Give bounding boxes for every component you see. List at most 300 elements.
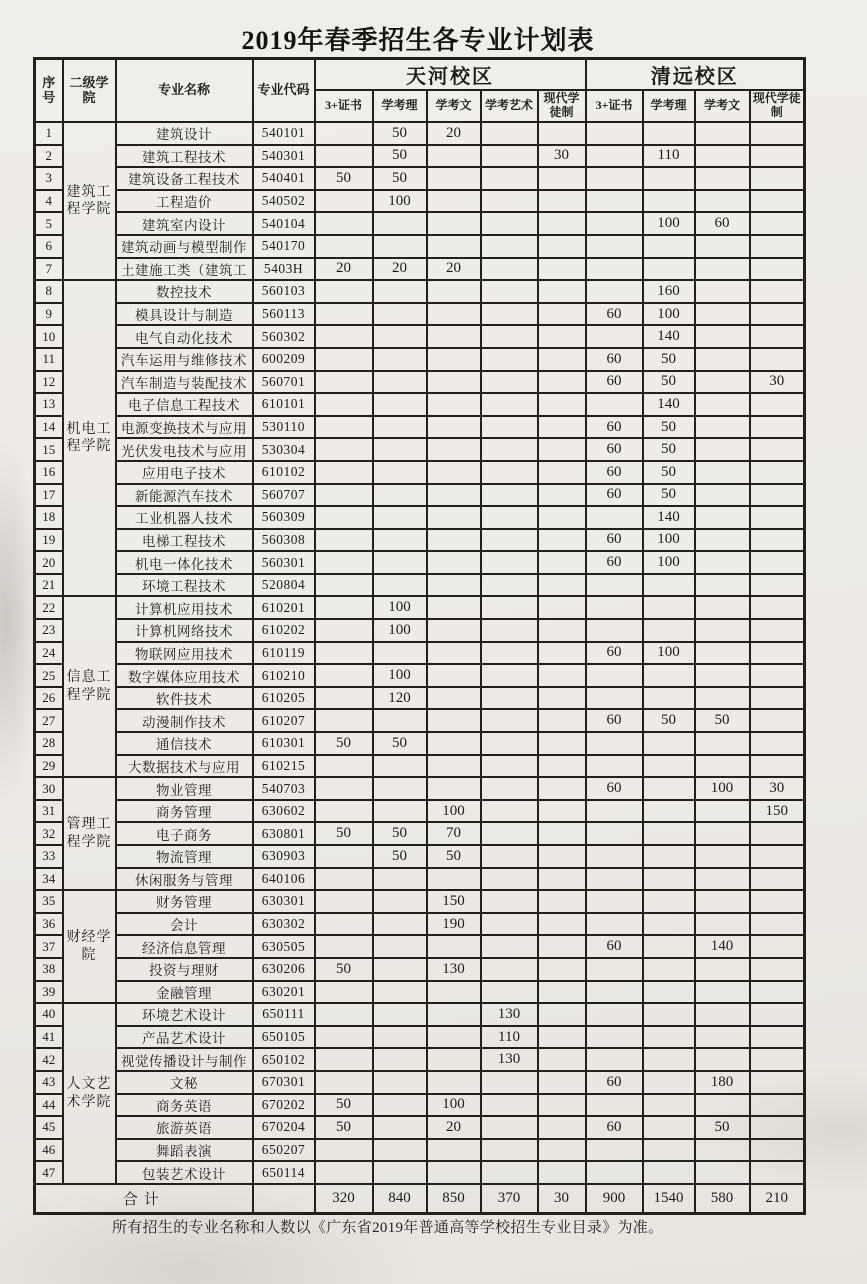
value-cell [695, 664, 750, 687]
value-cell [586, 664, 643, 687]
value-cell [586, 619, 643, 642]
major-cell: 投资与理财 [116, 958, 253, 981]
value-cell [750, 1026, 805, 1049]
value-cell [695, 484, 750, 507]
value-cell [315, 642, 373, 665]
seq-cell: 30 [35, 777, 63, 800]
seq-cell: 35 [35, 890, 63, 913]
seq-cell: 42 [35, 1048, 63, 1071]
value-cell [315, 212, 373, 235]
value-cell [643, 190, 695, 213]
value-cell [750, 868, 805, 891]
header-seq: 序号 [35, 59, 63, 123]
table-row [35, 958, 805, 981]
value-cell [427, 280, 481, 303]
value-cell [695, 122, 750, 145]
value-cell [373, 393, 427, 416]
seq-cell: 2 [35, 145, 63, 168]
value-cell [315, 868, 373, 891]
value-cell [750, 190, 805, 213]
value-cell [315, 1071, 373, 1094]
value-cell [643, 1003, 695, 1026]
value-cell [750, 122, 805, 145]
value-cell: 50 [643, 371, 695, 394]
table-row [35, 935, 805, 958]
seq-cell: 41 [35, 1026, 63, 1049]
value-cell [373, 280, 427, 303]
table-body [35, 122, 805, 1184]
value-cell [750, 506, 805, 529]
value-cell [481, 325, 538, 348]
value-cell [695, 958, 750, 981]
seq-cell: 17 [35, 484, 63, 507]
value-cell [695, 348, 750, 371]
table-row [35, 1026, 805, 1049]
value-cell [695, 755, 750, 778]
value-cell [695, 687, 750, 710]
value-cell [643, 822, 695, 845]
value-cell: 100 [373, 664, 427, 687]
value-cell [315, 280, 373, 303]
value-cell [373, 1116, 427, 1139]
value-cell: 190 [427, 913, 481, 936]
major-cell: 商务英语 [116, 1094, 253, 1117]
value-cell [427, 303, 481, 326]
value-cell [427, 325, 481, 348]
value-cell [538, 371, 586, 394]
seq-cell: 39 [35, 981, 63, 1004]
table-row [35, 732, 805, 755]
seq-cell: 31 [35, 800, 63, 823]
seq-cell: 46 [35, 1139, 63, 1162]
value-cell: 150 [750, 800, 805, 823]
value-cell [481, 868, 538, 891]
code-cell: 610207 [253, 709, 315, 732]
value-cell [538, 574, 586, 597]
value-cell [315, 935, 373, 958]
value-cell [695, 1139, 750, 1162]
value-cell [643, 258, 695, 281]
value-cell [315, 845, 373, 868]
value-cell: 130 [427, 958, 481, 981]
value-cell [538, 484, 586, 507]
seq-cell: 3 [35, 167, 63, 190]
value-cell [315, 393, 373, 416]
value-cell [481, 574, 538, 597]
value-cell [695, 145, 750, 168]
table-row [35, 325, 805, 348]
seq-cell: 22 [35, 596, 63, 619]
value-cell [427, 777, 481, 800]
value-cell [481, 800, 538, 823]
total-value-cell: 320 [315, 1184, 373, 1214]
value-cell [373, 529, 427, 552]
table-row [35, 890, 805, 913]
value-cell [695, 1094, 750, 1117]
value-cell [481, 981, 538, 1004]
major-cell: 电子信息工程技术 [116, 393, 253, 416]
header-t-sci: 学考理 [373, 90, 427, 122]
code-cell: 670301 [253, 1071, 315, 1094]
value-cell: 60 [586, 461, 643, 484]
seq-cell: 38 [35, 958, 63, 981]
value-cell [643, 958, 695, 981]
value-cell [643, 687, 695, 710]
seq-cell: 15 [35, 438, 63, 461]
table-row [35, 235, 805, 258]
value-cell [427, 596, 481, 619]
value-cell [695, 1026, 750, 1049]
seq-cell: 44 [35, 1094, 63, 1117]
value-cell [695, 981, 750, 1004]
value-cell [481, 145, 538, 168]
value-cell [373, 935, 427, 958]
value-cell [643, 732, 695, 755]
table-row [35, 1139, 805, 1162]
value-cell [538, 1071, 586, 1094]
value-cell [586, 981, 643, 1004]
value-cell [750, 619, 805, 642]
value-cell [373, 438, 427, 461]
value-cell: 50 [427, 845, 481, 868]
major-cell: 商务管理 [116, 800, 253, 823]
major-cell: 电子商务 [116, 822, 253, 845]
value-cell [538, 1026, 586, 1049]
major-cell: 金融管理 [116, 981, 253, 1004]
value-cell [481, 845, 538, 868]
code-cell: 630302 [253, 913, 315, 936]
major-cell: 视觉传播设计与制作 [116, 1048, 253, 1071]
value-cell [643, 800, 695, 823]
value-cell [373, 913, 427, 936]
value-cell [750, 484, 805, 507]
value-cell [427, 574, 481, 597]
header-t-apprentice: 现代学徒制 [538, 90, 586, 122]
value-cell [586, 325, 643, 348]
table-row [35, 280, 805, 303]
value-cell [538, 1139, 586, 1162]
table-row [35, 800, 805, 823]
seq-cell: 21 [35, 574, 63, 597]
value-cell [538, 348, 586, 371]
value-cell [695, 461, 750, 484]
total-value-cell: 210 [750, 1184, 805, 1214]
value-cell [373, 1026, 427, 1049]
value-cell [315, 122, 373, 145]
value-cell [750, 348, 805, 371]
value-cell [481, 416, 538, 439]
table-row [35, 393, 805, 416]
seq-cell: 8 [35, 280, 63, 303]
table-row [35, 1048, 805, 1071]
value-cell: 20 [373, 258, 427, 281]
value-cell [315, 664, 373, 687]
value-cell [750, 393, 805, 416]
value-cell [481, 167, 538, 190]
value-cell [538, 845, 586, 868]
total-label-cell: 合计 [35, 1184, 253, 1214]
value-cell: 50 [695, 709, 750, 732]
code-cell: 630201 [253, 981, 315, 1004]
major-cell: 建筑室内设计 [116, 212, 253, 235]
value-cell [373, 371, 427, 394]
value-cell [315, 190, 373, 213]
value-cell [427, 664, 481, 687]
header-t-cert: 3+证书 [315, 90, 373, 122]
major-cell: 光伏发电技术与应用 [116, 438, 253, 461]
value-cell [481, 1161, 538, 1184]
value-cell [586, 122, 643, 145]
value-cell [695, 506, 750, 529]
value-cell [427, 687, 481, 710]
value-cell [481, 619, 538, 642]
value-cell [538, 235, 586, 258]
value-cell: 60 [586, 529, 643, 552]
major-cell: 会计 [116, 913, 253, 936]
value-cell [586, 822, 643, 845]
value-cell [481, 484, 538, 507]
value-cell [373, 303, 427, 326]
value-cell: 100 [695, 777, 750, 800]
major-cell: 模具设计与制造 [116, 303, 253, 326]
code-cell: 520804 [253, 574, 315, 597]
value-cell: 30 [750, 777, 805, 800]
value-cell: 120 [373, 687, 427, 710]
value-cell [695, 416, 750, 439]
value-cell [538, 438, 586, 461]
value-cell [643, 868, 695, 891]
value-cell [643, 1094, 695, 1117]
value-cell [586, 235, 643, 258]
seq-cell: 18 [35, 506, 63, 529]
value-cell [538, 642, 586, 665]
value-cell: 50 [643, 438, 695, 461]
table-row [35, 574, 805, 597]
value-cell [586, 800, 643, 823]
value-cell: 110 [643, 145, 695, 168]
value-cell [643, 167, 695, 190]
college-cell: 机电工程学院 [63, 280, 116, 596]
header-q-apprentice: 现代学徒制 [750, 90, 805, 122]
code-cell: 560701 [253, 371, 315, 394]
value-cell [315, 777, 373, 800]
value-cell [373, 642, 427, 665]
value-cell: 60 [586, 709, 643, 732]
value-cell [373, 416, 427, 439]
value-cell [373, 709, 427, 732]
value-cell [695, 529, 750, 552]
value-cell [643, 755, 695, 778]
value-cell [427, 755, 481, 778]
value-cell [750, 167, 805, 190]
table-row [35, 664, 805, 687]
value-cell [538, 506, 586, 529]
value-cell [750, 1116, 805, 1139]
value-cell: 100 [643, 642, 695, 665]
code-cell: 630801 [253, 822, 315, 845]
table-row [35, 845, 805, 868]
value-cell: 50 [373, 167, 427, 190]
value-cell: 20 [427, 122, 481, 145]
code-cell: 540502 [253, 190, 315, 213]
value-cell [586, 1161, 643, 1184]
value-cell [695, 280, 750, 303]
value-cell [643, 981, 695, 1004]
value-cell [695, 393, 750, 416]
seq-cell: 36 [35, 913, 63, 936]
value-cell [586, 732, 643, 755]
major-cell: 文秘 [116, 1071, 253, 1094]
value-cell [481, 303, 538, 326]
code-cell: 650114 [253, 1161, 315, 1184]
value-cell: 100 [373, 190, 427, 213]
value-cell [586, 1094, 643, 1117]
value-cell [538, 303, 586, 326]
value-cell [695, 800, 750, 823]
value-cell [538, 890, 586, 913]
value-cell [538, 596, 586, 619]
value-cell [643, 890, 695, 913]
value-cell [750, 235, 805, 258]
value-cell: 60 [586, 484, 643, 507]
value-cell [538, 1003, 586, 1026]
value-cell [586, 212, 643, 235]
value-cell [481, 777, 538, 800]
value-cell [481, 371, 538, 394]
value-cell [695, 190, 750, 213]
value-cell [695, 438, 750, 461]
value-cell [695, 845, 750, 868]
value-cell [586, 868, 643, 891]
value-cell [315, 981, 373, 1004]
value-cell [538, 619, 586, 642]
major-cell: 电源变换技术与应用 [116, 416, 253, 439]
table-row [35, 416, 805, 439]
value-cell: 60 [586, 777, 643, 800]
code-cell: 650102 [253, 1048, 315, 1071]
total-value-cell: 840 [373, 1184, 427, 1214]
major-cell: 建筑设计 [116, 122, 253, 145]
major-cell: 建筑工程技术 [116, 145, 253, 168]
major-cell: 财务管理 [116, 890, 253, 913]
total-value-cell: 1540 [643, 1184, 695, 1214]
seq-cell: 43 [35, 1071, 63, 1094]
code-cell: 560707 [253, 484, 315, 507]
value-cell [538, 709, 586, 732]
table-row [35, 506, 805, 529]
value-cell [695, 822, 750, 845]
major-cell: 机电一体化技术 [116, 551, 253, 574]
code-cell: 560301 [253, 551, 315, 574]
major-cell: 汽车制造与装配技术 [116, 371, 253, 394]
value-cell [481, 461, 538, 484]
code-cell: 560309 [253, 506, 315, 529]
value-cell [427, 619, 481, 642]
seq-cell: 26 [35, 687, 63, 710]
seq-cell: 23 [35, 619, 63, 642]
value-cell [538, 935, 586, 958]
value-cell [750, 1003, 805, 1026]
value-cell [586, 574, 643, 597]
table-row [35, 687, 805, 710]
value-cell [643, 935, 695, 958]
seq-cell: 19 [35, 529, 63, 552]
value-cell [586, 393, 643, 416]
value-cell [427, 167, 481, 190]
value-cell [695, 642, 750, 665]
value-cell [427, 551, 481, 574]
value-cell [643, 1161, 695, 1184]
code-cell: 560308 [253, 529, 315, 552]
value-cell [481, 438, 538, 461]
value-cell [750, 303, 805, 326]
value-cell [586, 596, 643, 619]
seq-cell: 28 [35, 732, 63, 755]
value-cell [373, 958, 427, 981]
value-cell [315, 596, 373, 619]
value-cell [586, 755, 643, 778]
value-cell [695, 890, 750, 913]
code-cell: 540101 [253, 122, 315, 145]
value-cell [481, 1116, 538, 1139]
value-cell [315, 1161, 373, 1184]
value-cell [643, 122, 695, 145]
value-cell [586, 506, 643, 529]
value-cell [586, 1048, 643, 1071]
table-row [35, 868, 805, 891]
value-cell [643, 1026, 695, 1049]
footnote: 所有招生的专业名称和人数以《广东省2019年普通高等学校招生专业目录》为准。 [112, 1220, 664, 1236]
table-row [35, 258, 805, 281]
table-row [35, 145, 805, 168]
value-cell [373, 235, 427, 258]
value-cell [315, 416, 373, 439]
value-cell: 50 [643, 348, 695, 371]
value-cell [750, 958, 805, 981]
value-cell [373, 348, 427, 371]
code-cell: 610215 [253, 755, 315, 778]
value-cell [750, 529, 805, 552]
value-cell: 100 [643, 529, 695, 552]
seq-cell: 45 [35, 1116, 63, 1139]
value-cell [427, 709, 481, 732]
total-value-cell: 900 [586, 1184, 643, 1214]
value-cell: 60 [586, 416, 643, 439]
value-cell [643, 845, 695, 868]
value-cell [481, 755, 538, 778]
table-row [35, 303, 805, 326]
code-cell: 540703 [253, 777, 315, 800]
value-cell [750, 416, 805, 439]
value-cell [538, 687, 586, 710]
value-cell [538, 551, 586, 574]
value-cell [427, 461, 481, 484]
value-cell [315, 1139, 373, 1162]
enrollment-plan-table [33, 57, 806, 1215]
value-cell [695, 167, 750, 190]
value-cell [315, 687, 373, 710]
value-cell: 50 [695, 1116, 750, 1139]
table-footer [35, 1184, 805, 1214]
value-cell [750, 732, 805, 755]
code-cell: 670204 [253, 1116, 315, 1139]
value-cell: 50 [373, 822, 427, 845]
major-cell: 包装艺术设计 [116, 1161, 253, 1184]
total-row [35, 1184, 805, 1214]
header-t-art: 学考艺术 [481, 90, 538, 122]
seq-cell: 9 [35, 303, 63, 326]
value-cell [481, 642, 538, 665]
